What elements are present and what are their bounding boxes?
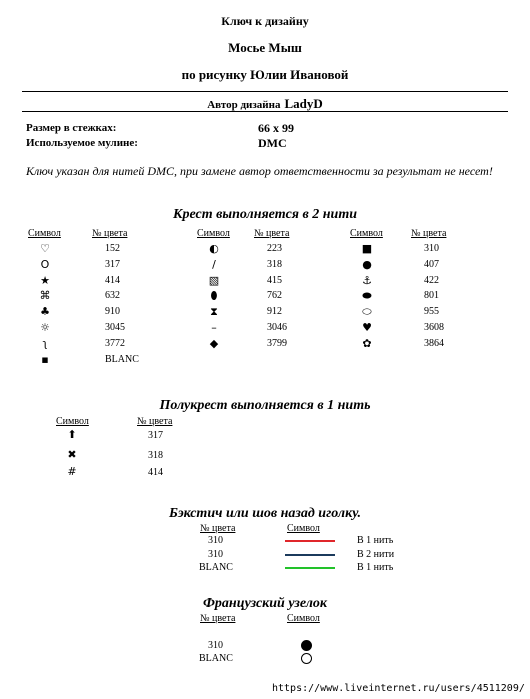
color-number: 407 — [424, 258, 439, 270]
cross-col-number: № цвета — [92, 228, 128, 239]
cross-col-number: № цвета — [411, 228, 447, 239]
backstitch-line — [285, 554, 335, 556]
footer-url[interactable]: https://www.liveinternet.ru/users/4511209/ — [272, 683, 525, 694]
color-number: 422 — [424, 274, 439, 286]
anchor-icon: ⚓ — [362, 273, 372, 287]
oval-icon: ⬮ — [210, 289, 218, 303]
divider-top — [22, 91, 508, 92]
author-name: LadyD — [284, 96, 323, 111]
color-number: BLANC — [199, 653, 233, 664]
key-title: Ключ к дизайну — [221, 14, 309, 28]
color-number: 762 — [267, 290, 282, 302]
size-label: Размер в стежках: — [26, 122, 117, 134]
color-number: 310 — [208, 548, 223, 560]
hatched-square-icon: ▧ — [208, 273, 220, 287]
color-number: 801 — [424, 290, 439, 302]
color-number: 310 — [424, 243, 439, 254]
french-section-title: Французский узелок — [203, 596, 327, 611]
french-col-symbol: Символ — [287, 613, 320, 624]
hook-mark-icon: ʅ — [42, 336, 48, 350]
club-icon: ♣ — [40, 305, 50, 319]
french-col-number: № цвета — [200, 613, 236, 624]
color-number: 3864 — [424, 337, 444, 349]
color-number: BLANC — [105, 353, 139, 365]
color-number: 223 — [267, 243, 282, 254]
color-number: 3799 — [267, 337, 287, 349]
star-icon: ★ — [40, 273, 50, 287]
color-number: 955 — [424, 306, 439, 318]
arrow-up-icon: ⬆ — [67, 428, 77, 441]
color-number: 415 — [267, 274, 282, 286]
strand-count: В 2 нити — [357, 548, 395, 560]
dash-icon: – — [211, 321, 217, 334]
diagonal-slash-icon: / — [212, 257, 216, 271]
color-number: BLANC — [199, 562, 233, 573]
color-number: 318 — [267, 258, 282, 270]
half-circle-icon: ◐ — [209, 242, 219, 255]
strand-count: В 1 нить — [357, 562, 394, 573]
design-name: Мосье Мыш — [228, 40, 302, 55]
color-number: 910 — [105, 306, 120, 318]
sun-outline-icon: ☼ — [40, 321, 50, 334]
diamond-icon: ◆ — [209, 336, 219, 350]
command-key-icon: ⌘ — [39, 289, 51, 303]
color-number: 912 — [267, 306, 282, 318]
responsibility-note: Ключ указан для нитей DMC, при замене автор ответственности за результат не несет! — [26, 164, 493, 178]
color-number: 414 — [105, 274, 120, 286]
size-value: 66 x 99 — [258, 121, 294, 135]
cross-section-title: Крест выполняется в 2 нити — [172, 207, 358, 222]
hourglass-icon: ⧗ — [210, 305, 218, 319]
color-number: 317 — [148, 430, 163, 441]
cross-x-icon: ✖ — [67, 448, 77, 461]
color-number: 3772 — [105, 337, 125, 349]
heart-outline-icon: ♡ — [40, 242, 50, 255]
cross-col-symbol: Символ — [197, 228, 230, 239]
half-section-title: Полукрест выполняется в 1 нить — [159, 398, 371, 413]
color-number: 310 — [208, 535, 223, 546]
flower-icon: ✿ — [362, 336, 372, 350]
color-number: 310 — [208, 640, 223, 651]
cross-col-symbol: Символ — [350, 228, 383, 239]
color-number: 632 — [105, 290, 120, 302]
cross-col-number: № цвета — [254, 228, 290, 239]
color-number: 317 — [105, 258, 120, 270]
back-col-number: № цвета — [200, 523, 236, 534]
design-source: по рисунку Юлии Ивановой — [181, 67, 349, 82]
backstitch-section-title: Бэкстич или шов назад иголку. — [168, 506, 362, 521]
backstitch-line — [285, 540, 335, 542]
color-number: 152 — [105, 243, 120, 254]
color-number: 414 — [148, 467, 163, 478]
filled-pill-icon: ⬬ — [362, 289, 372, 303]
color-number: 3608 — [424, 322, 444, 333]
filled-square-icon: ■ — [361, 242, 373, 255]
outline-pill-icon: ⬭ — [362, 305, 372, 319]
color-number: 318 — [148, 450, 163, 461]
small-square-icon: ▪ — [41, 352, 49, 366]
author-label: Автор дизайна — [207, 99, 281, 111]
strand-count: В 1 нить — [357, 535, 394, 546]
half-col-symbol: Символ — [56, 416, 89, 427]
hash-icon: # — [67, 465, 77, 478]
filled-dot-icon — [301, 640, 312, 651]
color-number: 3045 — [105, 322, 125, 333]
half-col-number: № цвета — [137, 416, 173, 427]
back-col-symbol: Символ — [287, 523, 320, 534]
heart-filled-icon: ♥ — [362, 321, 372, 334]
floss-value: DMC — [258, 136, 287, 150]
floss-label: Используемое мулине: — [26, 137, 138, 149]
cross-col-symbol: Символ — [28, 228, 61, 239]
divider-bottom — [22, 111, 508, 112]
open-dot-icon — [301, 653, 312, 664]
color-number: 3046 — [267, 322, 287, 333]
drop-icon: ● — [362, 257, 372, 271]
ring-icon: O — [40, 257, 50, 271]
backstitch-line — [285, 567, 335, 569]
